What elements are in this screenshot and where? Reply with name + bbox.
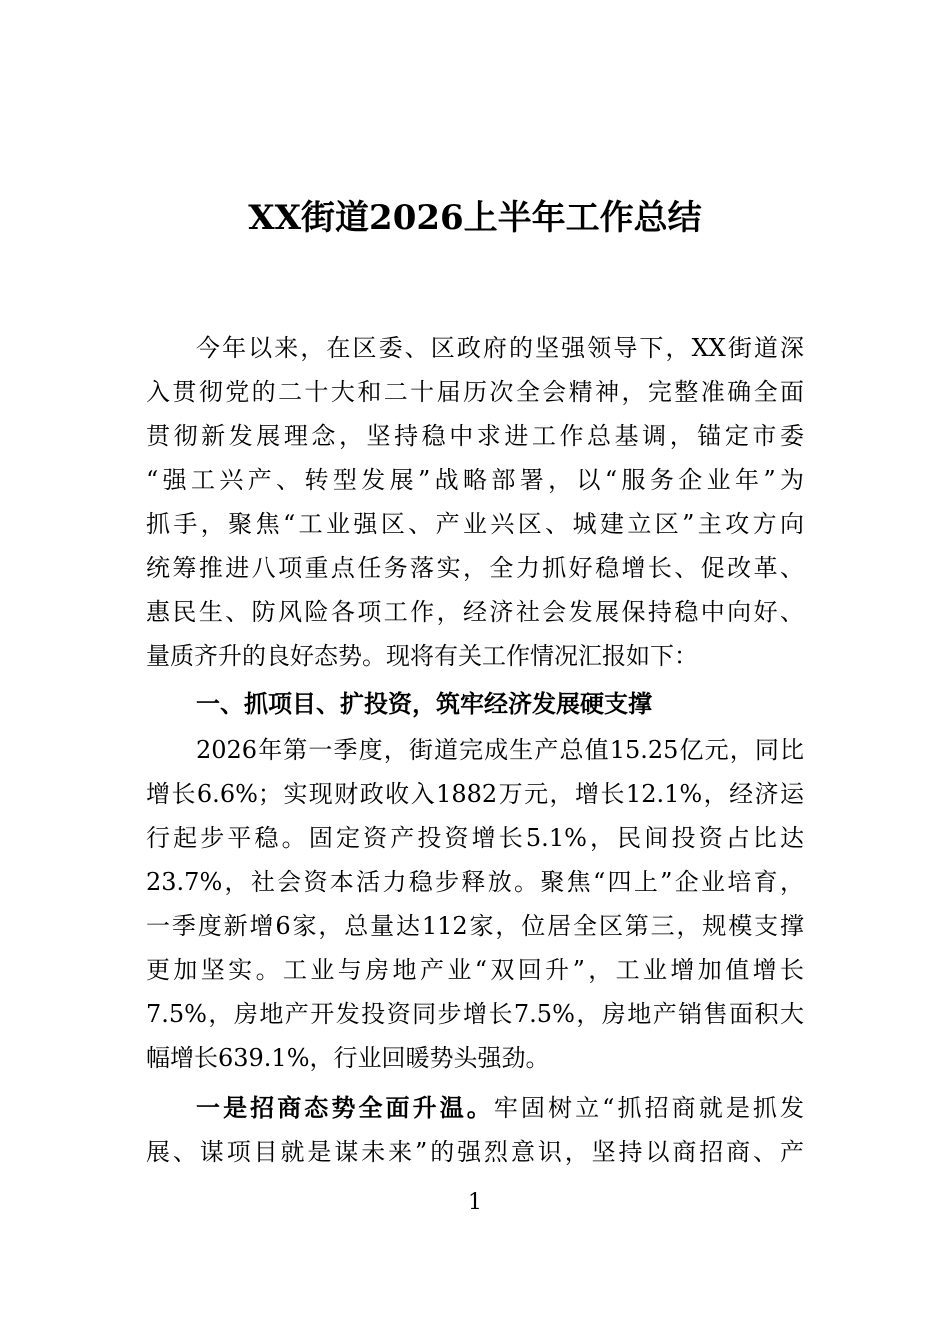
text-line: 2026年第一季度，街道完成生产总值15.25亿元，同比	[196, 736, 804, 764]
document-title: XX街道2026上半年工作总结	[248, 198, 702, 238]
text-line: 抓手，聚焦“工业强区、产业兴区、城建立区”主攻方向	[146, 510, 804, 538]
text-line: 一季度新增6家，总量达112家，位居全区第三，规模支撑	[146, 912, 804, 940]
text-line: 行起步平稳。固定资产投资增长5.1%，民间投资占比达	[146, 824, 804, 852]
text-line: 贯彻新发展理念，坚持稳中求进工作总基调，锚定市委	[146, 422, 804, 450]
text-line: 今年以来，在区委、区政府的坚强领导下，XX街道深	[196, 334, 804, 362]
page-number: 1	[468, 1190, 482, 1215]
para-text: 牢固树立“抓招商就是抓发	[493, 1094, 804, 1122]
text-line: 量质齐升的良好态势。现将有关工作情况汇报如下：	[146, 642, 698, 670]
text-line: 23.7%，社会资本活力稳步释放。聚焦“四上”企业培育，	[146, 868, 804, 896]
text-line: 入贯彻党的二十大和二十届历次全会精神，完整准确全面	[146, 378, 804, 406]
para-lead: 一是招商态势全面升温。	[196, 1093, 494, 1122]
text-line: “强工兴产、转型发展”战略部署，以“服务企业年”为	[146, 466, 804, 494]
text-line	[196, 1092, 804, 1124]
text-line: 惠民生、防风险各项工作，经济社会发展保持稳中向好、	[146, 598, 804, 626]
text-line: 统筹推进八项重点任务落实，全力抓好稳增长、促改革、	[146, 554, 804, 582]
section-heading: 一、抓项目、扩投资，筑牢经济发展硬支撑	[196, 689, 652, 718]
text-line: 幅增长639.1%，行业回暖势头强劲。	[146, 1044, 550, 1072]
text-line: 更加坚实。工业与房地产业“双回升”，工业增加值增长	[146, 956, 804, 984]
text-line: 增长6.6%；实现财政收入1882万元，增长12.1%，经济运	[146, 780, 804, 808]
text-line: 展、谋项目就是谋未来”的强烈意识，坚持以商招商、产	[146, 1138, 804, 1166]
text-line: 7.5%，房地产开发投资同步增长7.5%，房地产销售面积大	[146, 1000, 804, 1028]
